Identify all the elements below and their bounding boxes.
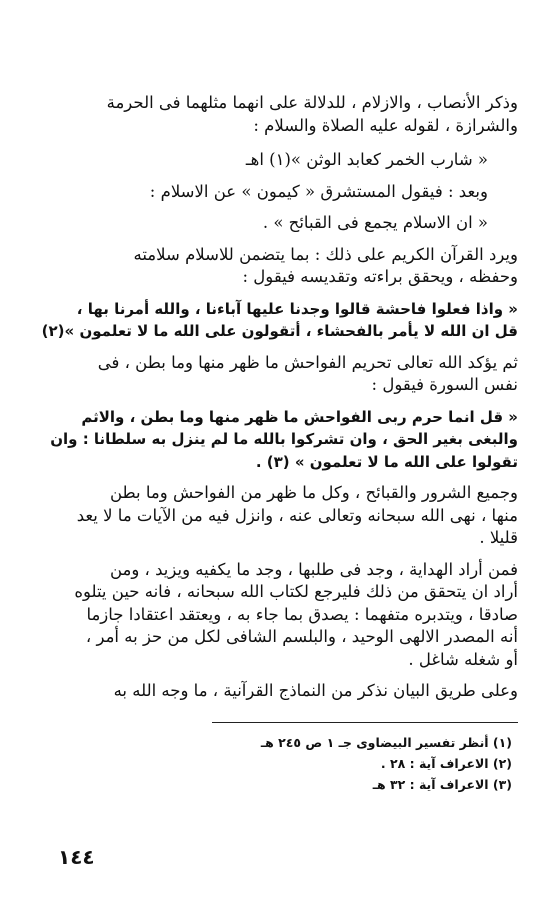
text-line: أنه المصدر الالهى الوحيد ، والبلسم الشافى لكل من حز به أمر ، [85, 627, 518, 646]
paragraph [44, 244, 518, 289]
text-line: منها ، نهى الله سبحانه وتعالى عنه ، وانزل فيه من الآيات ما لا يعد [76, 505, 518, 525]
footnote: (٢) الاعراف آية : ٢٨ . [380, 756, 512, 771]
text-line: وعلى طريق البيان نذكر من النماذج القرآنية ، ما وجه الله به [113, 681, 518, 700]
text-line: والبغى بغير الحق ، وان تشركوا بالله ما لم ينزل به سلطانا : وان [50, 430, 518, 448]
footnote: (٣) الاعراف آية : ٣٢ هـ [372, 777, 512, 792]
footnotes [200, 732, 512, 795]
hadith-quote [44, 149, 518, 172]
footnote: (١) أنظر تفسير البيضاوى جـ ١ ص ٢٤٥ هـ [260, 735, 512, 750]
paragraph [44, 181, 518, 204]
text-line: والشرازة ، لقوله عليه الصلاة والسلام : [253, 115, 518, 135]
quran-verse [41, 298, 518, 343]
text-line: قليلا . [479, 528, 518, 547]
text-line: صادقا ، ويتدبره متفهما : يصدق بما جاء به ، ويعتقد اعتقادا جازما [86, 604, 518, 624]
text-line: وذكر الأنصاب ، والازلام ، للدلالة على انهما مثلهما فى الحرمة [106, 93, 518, 112]
text-line: قل ان الله لا يأمر بالفحشاء ، أتقولون على الله ما لا تعلمون »(٢) [41, 322, 518, 340]
orientalist-quote [44, 212, 518, 235]
footnote-divider [212, 722, 518, 723]
text-line: « قل انما حرم ربى الفواحش ما ظهر منها وما بطن ، والاثم [81, 407, 518, 426]
paragraph [44, 482, 518, 550]
text-line: ثم يؤكد الله تعالى تحريم الفواحش ما ظهر منها وما بطن ، فى [97, 352, 518, 372]
text-line: « واذا فعلوا فاحشة قالوا وجدنا عليها آباءنا ، والله أمرنا بها ، [76, 299, 518, 318]
text-line: فمن أراد الهداية ، وجد فى طلبها ، وجد ما يكفيه ويزيد ، ومن [109, 559, 518, 579]
body-text [41, 92, 518, 703]
text-line: أو شغله شاغل . [408, 649, 518, 669]
text-line: وجميع الشرور والقبائح ، وكل ما ظهر من الفواحش وما بطن [109, 483, 518, 502]
text-line: وحفظه ، ويحقق براءته وتقديسه فيقول : [242, 267, 518, 286]
text-line: تقولوا على الله ما لا تعلمون » (٣) . [255, 452, 518, 471]
text-line: أراد ان يتحقق من ذلك فليرجع لكتاب الله سبحانه ، فانه حين يتلوه [74, 582, 518, 601]
text-line: « ان الاسلام يجمع فى القبائح » . [262, 213, 488, 232]
paragraph [44, 559, 518, 672]
paragraph [44, 92, 518, 137]
paragraph [44, 352, 518, 397]
paragraph [44, 680, 518, 703]
text-line: نفس السورة فيقول : [371, 375, 518, 394]
page-number: ١٤٤ [58, 845, 95, 869]
text-line: ويرد القرآن الكريم على ذلك : بما يتضمن للاسلام سلامته [133, 244, 518, 264]
text-line: وبعد : فيقول المستشرق « كيمون » عن الاسلام : [149, 181, 488, 201]
quran-verse [44, 406, 518, 474]
text-line: « شارب الخمر كعابد الوثن »(١) اهـ [245, 150, 488, 169]
